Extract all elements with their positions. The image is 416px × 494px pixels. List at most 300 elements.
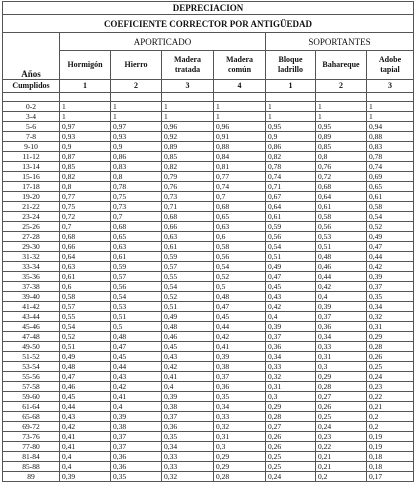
- cell-age-range: 57-58: [3, 382, 60, 392]
- spacer-cell: [162, 93, 214, 102]
- cell-hierro: 0,53: [111, 302, 162, 312]
- cell-bloque-ladrillo: 0,47: [266, 272, 316, 282]
- cell-age-range: 9-10: [3, 142, 60, 152]
- table-row: [3, 112, 414, 122]
- table-row: [3, 432, 414, 442]
- cell-hormigon: 0,82: [60, 172, 111, 182]
- cell-bahareque: 0,29: [316, 372, 367, 382]
- cell-hormigon: 0,49: [60, 352, 111, 362]
- cell-adobe-tapial: 0,26: [367, 352, 414, 362]
- cell-hierro: 0,97: [111, 122, 162, 132]
- cell-bloque-ladrillo: 0,33: [266, 362, 316, 372]
- table-row: [3, 172, 414, 182]
- cell-hierro: 0,37: [111, 442, 162, 452]
- column-header-bloque-ladrillo: Bloque ladrillo: [266, 51, 316, 80]
- cell-adobe-tapial: 0,22: [367, 392, 414, 402]
- table-row: [3, 292, 414, 302]
- cell-bahareque: 0,68: [316, 182, 367, 192]
- cell-bloque-ladrillo: 0,26: [266, 432, 316, 442]
- cell-age-range: 73-76: [3, 432, 60, 442]
- cell-hierro: 0,68: [111, 222, 162, 232]
- cell-hierro: 0,86: [111, 152, 162, 162]
- cell-bahareque: 0,44: [316, 272, 367, 282]
- cell-hierro: 0,5: [111, 322, 162, 332]
- cell-adobe-tapial: 0,94: [367, 122, 414, 132]
- cell-bahareque: 0,21: [316, 452, 367, 462]
- cell-bahareque: 0,42: [316, 282, 367, 292]
- cell-age-range: 81-84: [3, 452, 60, 462]
- cell-age-range: 7-8: [3, 132, 60, 142]
- cell-bloque-ladrillo: 0,24: [266, 472, 316, 482]
- cell-bahareque: 0,26: [316, 402, 367, 412]
- table-row: [3, 362, 414, 372]
- table-row: [3, 202, 414, 212]
- cell-hormigon: 0,52: [60, 332, 111, 342]
- cell-age-range: 19-20: [3, 192, 60, 202]
- cell-madera-comun: 0,58: [214, 242, 266, 252]
- cell-madera-tratada: 0,37: [162, 412, 214, 422]
- cell-bloque-ladrillo: 0,4: [266, 312, 316, 322]
- cell-age-range: 15-16: [3, 172, 60, 182]
- cell-madera-tratada: 0,89: [162, 142, 214, 152]
- column-header-hormigon: Hormigón: [60, 51, 111, 80]
- cell-age-range: 41-42: [3, 302, 60, 312]
- cell-hierro: 0,51: [111, 312, 162, 322]
- column-header-hierro: Hierro: [111, 51, 162, 80]
- cell-bloque-ladrillo: 0,31: [266, 382, 316, 392]
- cell-bloque-ladrillo: 0,28: [266, 412, 316, 422]
- cell-hormigon: 0,66: [60, 242, 111, 252]
- cell-bahareque: 0,72: [316, 172, 367, 182]
- cell-madera-tratada: 0,39: [162, 392, 214, 402]
- cell-madera-tratada: 0,41: [162, 372, 214, 382]
- cell-hormigon: 0,9: [60, 142, 111, 152]
- cell-madera-comun: 0,48: [214, 292, 266, 302]
- cell-adobe-tapial: 0,29: [367, 332, 414, 342]
- cell-adobe-tapial: 0,2: [367, 422, 414, 432]
- cell-madera-comun: 0,37: [214, 372, 266, 382]
- cell-madera-comun: 0,35: [214, 392, 266, 402]
- cell-age-range: 27-28: [3, 232, 60, 242]
- cell-adobe-tapial: 1: [367, 102, 414, 112]
- cell-adobe-tapial: 0,44: [367, 252, 414, 262]
- cell-adobe-tapial: 0,58: [367, 202, 414, 212]
- cell-bloque-ladrillo: 0,45: [266, 282, 316, 292]
- cell-hierro: 0,75: [111, 192, 162, 202]
- cell-age-range: 31-32: [3, 252, 60, 262]
- cell-madera-tratada: 0,46: [162, 332, 214, 342]
- spacer-cell: [367, 93, 414, 102]
- cell-madera-tratada: 0,51: [162, 302, 214, 312]
- cell-age-range: 85-88: [3, 462, 60, 472]
- cell-bloque-ladrillo: 0,32: [266, 372, 316, 382]
- cell-bahareque: 0,58: [316, 212, 367, 222]
- cell-bahareque: 0,8: [316, 152, 367, 162]
- cell-madera-tratada: 0,61: [162, 242, 214, 252]
- cell-bloque-ladrillo: 1: [266, 102, 316, 112]
- cell-madera-tratada: 0,79: [162, 172, 214, 182]
- spacer-cell: [316, 93, 367, 102]
- cell-madera-comun: 0,31: [214, 432, 266, 442]
- cell-bloque-ladrillo: 0,43: [266, 292, 316, 302]
- cell-age-range: 11-12: [3, 152, 60, 162]
- cell-adobe-tapial: 0,23: [367, 382, 414, 392]
- depreciation-sheet: [2, 1, 413, 492]
- column-header-madera-comun: Madera común: [214, 51, 266, 80]
- cell-age-range: 47-48: [3, 332, 60, 342]
- cell-bahareque: 0,51: [316, 242, 367, 252]
- cell-madera-comun: 0,29: [214, 462, 266, 472]
- cell-hierro: 0,47: [111, 342, 162, 352]
- cell-hierro: 0,36: [111, 462, 162, 472]
- cell-hierro: 0,48: [111, 332, 162, 342]
- cell-age-range: 35-36: [3, 272, 60, 282]
- cell-age-range: 33-34: [3, 262, 60, 272]
- cell-hormigon: 0,54: [60, 322, 111, 332]
- cell-adobe-tapial: 0,69: [367, 172, 414, 182]
- header-anos: Años: [3, 33, 60, 80]
- cell-hormigon: 0,93: [60, 132, 111, 142]
- cell-madera-comun: 0,5: [214, 282, 266, 292]
- cell-bloque-ladrillo: 0,42: [266, 302, 316, 312]
- column-number-madera-comun: 4: [214, 80, 266, 93]
- cell-madera-comun: 0,28: [214, 472, 266, 482]
- cell-adobe-tapial: 0,47: [367, 242, 414, 252]
- cell-bahareque: 0,28: [316, 382, 367, 392]
- cell-madera-tratada: 0,42: [162, 362, 214, 372]
- cell-age-range: 23-24: [3, 212, 60, 222]
- cell-hormigon: 0,8: [60, 182, 111, 192]
- cell-madera-comun: 0,52: [214, 272, 266, 282]
- cell-age-range: 37-38: [3, 282, 60, 292]
- cell-madera-comun: 0,63: [214, 222, 266, 232]
- cell-bloque-ladrillo: 1: [266, 112, 316, 122]
- cell-bahareque: 0,46: [316, 262, 367, 272]
- cell-adobe-tapial: 0,42: [367, 262, 414, 272]
- spacer-cell: [3, 93, 60, 102]
- table-row: [3, 302, 414, 312]
- table-row: [3, 372, 414, 382]
- cell-age-range: 89: [3, 472, 60, 482]
- cell-madera-comun: 0,38: [214, 362, 266, 372]
- cell-bahareque: 0,25: [316, 412, 367, 422]
- column-number-bloque-ladrillo: 1: [266, 80, 316, 93]
- cell-bloque-ladrillo: 0,67: [266, 192, 316, 202]
- cell-bahareque: 0,2: [316, 472, 367, 482]
- cell-age-range: 21-22: [3, 202, 60, 212]
- table-row: [3, 312, 414, 322]
- cell-hormigon: 0,39: [60, 472, 111, 482]
- table-row: [3, 322, 414, 332]
- cell-hierro: 0,57: [111, 272, 162, 282]
- cell-hierro: 0,65: [111, 232, 162, 242]
- group-aporticado: APORTICADO: [60, 33, 266, 51]
- cell-age-range: 0-2: [3, 102, 60, 112]
- cell-madera-comun: 0,41: [214, 342, 266, 352]
- cell-hierro: 0,43: [111, 372, 162, 382]
- cell-adobe-tapial: 0,34: [367, 302, 414, 312]
- cell-madera-tratada: 0,43: [162, 352, 214, 362]
- cell-hormigon: 0,72: [60, 212, 111, 222]
- cell-age-range: 55-56: [3, 372, 60, 382]
- table-row: [3, 272, 414, 282]
- cell-age-range: 65-68: [3, 412, 60, 422]
- cell-madera-comun: 0,42: [214, 332, 266, 342]
- spacer-cell: [266, 93, 316, 102]
- cell-hormigon: 0,7: [60, 222, 111, 232]
- cell-hierro: 0,4: [111, 402, 162, 412]
- cell-adobe-tapial: 0,88: [367, 132, 414, 142]
- cell-madera-comun: 0,29: [214, 452, 266, 462]
- column-number-madera-tratada: 3: [162, 80, 214, 93]
- cell-hormigon: 0,77: [60, 192, 111, 202]
- cell-adobe-tapial: 0,83: [367, 142, 414, 152]
- cell-bahareque: 0,61: [316, 202, 367, 212]
- cell-madera-comun: 0,44: [214, 322, 266, 332]
- cell-hierro: 0,42: [111, 382, 162, 392]
- cell-madera-comun: 0,81: [214, 162, 266, 172]
- cell-adobe-tapial: 0,54: [367, 212, 414, 222]
- cell-madera-comun: 0,34: [214, 402, 266, 412]
- cell-hormigon: 0,85: [60, 162, 111, 172]
- cell-bloque-ladrillo: 0,71: [266, 182, 316, 192]
- table-row: [3, 472, 414, 482]
- cell-hormigon: 0,46: [60, 382, 111, 392]
- spacer-cell: [111, 93, 162, 102]
- column-number-bahareque: 2: [316, 80, 367, 93]
- cell-hierro: 0,7: [111, 212, 162, 222]
- column-header-bahareque: Bahareque: [316, 51, 367, 80]
- cell-bahareque: 0,23: [316, 432, 367, 442]
- spacer-cell: [60, 93, 111, 102]
- cell-madera-tratada: 0,57: [162, 262, 214, 272]
- cell-hierro: 0,39: [111, 412, 162, 422]
- cell-madera-tratada: 0,38: [162, 402, 214, 412]
- cell-age-range: 69-72: [3, 422, 60, 432]
- cell-hormigon: 0,43: [60, 412, 111, 422]
- cell-madera-comun: 1: [214, 102, 266, 112]
- cell-bloque-ladrillo: 0,61: [266, 212, 316, 222]
- cell-bloque-ladrillo: 0,34: [266, 352, 316, 362]
- table-row: [3, 352, 414, 362]
- cell-madera-tratada: 0,52: [162, 292, 214, 302]
- cell-madera-tratada: 0,48: [162, 322, 214, 332]
- cell-madera-tratada: 0,32: [162, 472, 214, 482]
- table-row: [3, 442, 414, 452]
- cell-hormigon: 0,6: [60, 282, 111, 292]
- cell-bloque-ladrillo: 0,51: [266, 252, 316, 262]
- cell-bahareque: 0,95: [316, 122, 367, 132]
- cell-hierro: 0,8: [111, 172, 162, 182]
- cell-madera-comun: 1: [214, 112, 266, 122]
- cell-hormigon: 0,42: [60, 422, 111, 432]
- cell-madera-tratada: 0,34: [162, 442, 214, 452]
- cell-madera-tratada: 0,36: [162, 422, 214, 432]
- cell-bahareque: 0,3: [316, 362, 367, 372]
- cell-hierro: 0,63: [111, 242, 162, 252]
- cell-bahareque: 0,22: [316, 442, 367, 452]
- cell-hierro: 1: [111, 112, 162, 122]
- cell-bloque-ladrillo: 0,3: [266, 392, 316, 402]
- cell-age-range: 5-6: [3, 122, 60, 132]
- cell-adobe-tapial: 0,2: [367, 412, 414, 422]
- cell-bahareque: 0,33: [316, 342, 367, 352]
- cell-bahareque: 1: [316, 102, 367, 112]
- cell-hormigon: 0,63: [60, 262, 111, 272]
- cell-hierro: 0,78: [111, 182, 162, 192]
- cell-adobe-tapial: 0,32: [367, 312, 414, 322]
- column-header-madera-tratada: Madera tratada: [162, 51, 214, 80]
- cell-adobe-tapial: 0,18: [367, 452, 414, 462]
- cell-adobe-tapial: 0,19: [367, 432, 414, 442]
- cell-hormigon: 0,68: [60, 232, 111, 242]
- cell-adobe-tapial: 0,37: [367, 282, 414, 292]
- table-row: [3, 192, 414, 202]
- cell-bahareque: 0,39: [316, 302, 367, 312]
- cell-bloque-ladrillo: 0,49: [266, 262, 316, 272]
- table-row: [3, 142, 414, 152]
- cell-madera-tratada: 0,33: [162, 452, 214, 462]
- cell-adobe-tapial: 0,28: [367, 342, 414, 352]
- cell-bahareque: 0,48: [316, 252, 367, 262]
- cell-hormigon: 0,58: [60, 292, 111, 302]
- cell-madera-comun: 0,77: [214, 172, 266, 182]
- table-row: [3, 402, 414, 412]
- cell-bloque-ladrillo: 0,9: [266, 132, 316, 142]
- cell-madera-tratada: 0,71: [162, 202, 214, 212]
- cell-hierro: 0,56: [111, 282, 162, 292]
- cell-madera-tratada: 0,73: [162, 192, 214, 202]
- cell-adobe-tapial: 0,25: [367, 362, 414, 372]
- cell-age-range: 25-26: [3, 222, 60, 232]
- table-row: [3, 162, 414, 172]
- cell-adobe-tapial: 0,78: [367, 152, 414, 162]
- cell-hormigon: 0,64: [60, 252, 111, 262]
- table-row: [3, 262, 414, 272]
- table-row: [3, 332, 414, 342]
- table-row: [3, 242, 414, 252]
- cell-madera-comun: 0,74: [214, 182, 266, 192]
- cell-hierro: 0,83: [111, 162, 162, 172]
- spacer-cell: [214, 93, 266, 102]
- table-row: [3, 222, 414, 232]
- cell-madera-comun: 0,39: [214, 352, 266, 362]
- cell-hierro: 0,93: [111, 132, 162, 142]
- table-row: [3, 132, 414, 142]
- header-cumplidos: Cumplidos: [3, 80, 60, 93]
- cell-age-range: 77-80: [3, 442, 60, 452]
- cell-age-range: 3-4: [3, 112, 60, 122]
- cell-madera-comun: 0,68: [214, 202, 266, 212]
- cell-hormigon: 0,44: [60, 402, 111, 412]
- cell-madera-tratada: 0,68: [162, 212, 214, 222]
- cell-adobe-tapial: 0,39: [367, 272, 414, 282]
- table-row: [3, 152, 414, 162]
- cell-hormigon: 0,41: [60, 432, 111, 442]
- table-subtitle: COEFICIENTE CORRECTOR POR ANTIGÜEDAD: [3, 15, 414, 33]
- cell-hormigon: 0,57: [60, 302, 111, 312]
- cell-age-range: 61-64: [3, 402, 60, 412]
- cell-bahareque: 0,31: [316, 352, 367, 362]
- cell-bloque-ladrillo: 0,78: [266, 162, 316, 172]
- cell-bahareque: 0,27: [316, 392, 367, 402]
- cell-bloque-ladrillo: 0,37: [266, 332, 316, 342]
- cell-age-range: 51-52: [3, 352, 60, 362]
- cell-hierro: 0,41: [111, 392, 162, 402]
- cell-bahareque: 1: [316, 112, 367, 122]
- cell-bloque-ladrillo: 0,29: [266, 402, 316, 412]
- table-row: [3, 212, 414, 222]
- cell-madera-tratada: 0,54: [162, 282, 214, 292]
- cell-hormigon: 1: [60, 102, 111, 112]
- cell-adobe-tapial: 0,31: [367, 322, 414, 332]
- cell-bahareque: 0,64: [316, 192, 367, 202]
- cell-hormigon: 0,47: [60, 372, 111, 382]
- cell-age-range: 13-14: [3, 162, 60, 172]
- cell-age-range: 59-60: [3, 392, 60, 402]
- cell-bloque-ladrillo: 0,95: [266, 122, 316, 132]
- table-row: [3, 422, 414, 432]
- column-number-adobe-tapial: 3: [367, 80, 414, 93]
- cell-bloque-ladrillo: 0,86: [266, 142, 316, 152]
- cell-madera-tratada: 0,49: [162, 312, 214, 322]
- cell-madera-comun: 0,65: [214, 212, 266, 222]
- column-number-hierro: 2: [111, 80, 162, 93]
- table-row: [3, 462, 414, 472]
- cell-madera-tratada: 0,63: [162, 232, 214, 242]
- cell-madera-comun: 0,84: [214, 152, 266, 162]
- cell-bloque-ladrillo: 0,36: [266, 342, 316, 352]
- table-row: [3, 342, 414, 352]
- cell-bahareque: 0,85: [316, 142, 367, 152]
- cell-bahareque: 0,24: [316, 422, 367, 432]
- cell-bahareque: 0,37: [316, 312, 367, 322]
- cell-hierro: 0,35: [111, 472, 162, 482]
- cell-age-range: 53-54: [3, 362, 60, 372]
- cell-hierro: 0,54: [111, 292, 162, 302]
- cell-age-range: 29-30: [3, 242, 60, 252]
- cell-madera-comun: 0,7: [214, 192, 266, 202]
- cell-hierro: 0,9: [111, 142, 162, 152]
- cell-hormigon: 0,87: [60, 152, 111, 162]
- cell-bloque-ladrillo: 0,74: [266, 172, 316, 182]
- group-soportantes: SOPORTANTES: [266, 33, 414, 51]
- cell-madera-tratada: 0,92: [162, 132, 214, 142]
- cell-bloque-ladrillo: 0,26: [266, 442, 316, 452]
- cell-hierro: 0,37: [111, 432, 162, 442]
- cell-madera-tratada: 0,4: [162, 382, 214, 392]
- table-row: [3, 452, 414, 462]
- cell-madera-tratada: 0,66: [162, 222, 214, 232]
- cell-adobe-tapial: 0,18: [367, 462, 414, 472]
- table-row: [3, 412, 414, 422]
- cell-madera-tratada: 0,33: [162, 462, 214, 472]
- table-row: [3, 392, 414, 402]
- cell-hierro: 0,38: [111, 422, 162, 432]
- column-header-adobe-tapial: Adobe tapial: [367, 51, 414, 80]
- cell-age-range: 45-46: [3, 322, 60, 332]
- cell-adobe-tapial: 0,19: [367, 442, 414, 452]
- cell-hierro: 0,45: [111, 352, 162, 362]
- cell-madera-tratada: 0,82: [162, 162, 214, 172]
- cell-hierro: 0,73: [111, 202, 162, 212]
- column-number-hormigon: 1: [60, 80, 111, 93]
- cell-hierro: 1: [111, 102, 162, 112]
- cell-madera-comun: 0,54: [214, 262, 266, 272]
- cell-adobe-tapial: 0,65: [367, 182, 414, 192]
- cell-madera-tratada: 1: [162, 112, 214, 122]
- cell-hormigon: 0,75: [60, 202, 111, 212]
